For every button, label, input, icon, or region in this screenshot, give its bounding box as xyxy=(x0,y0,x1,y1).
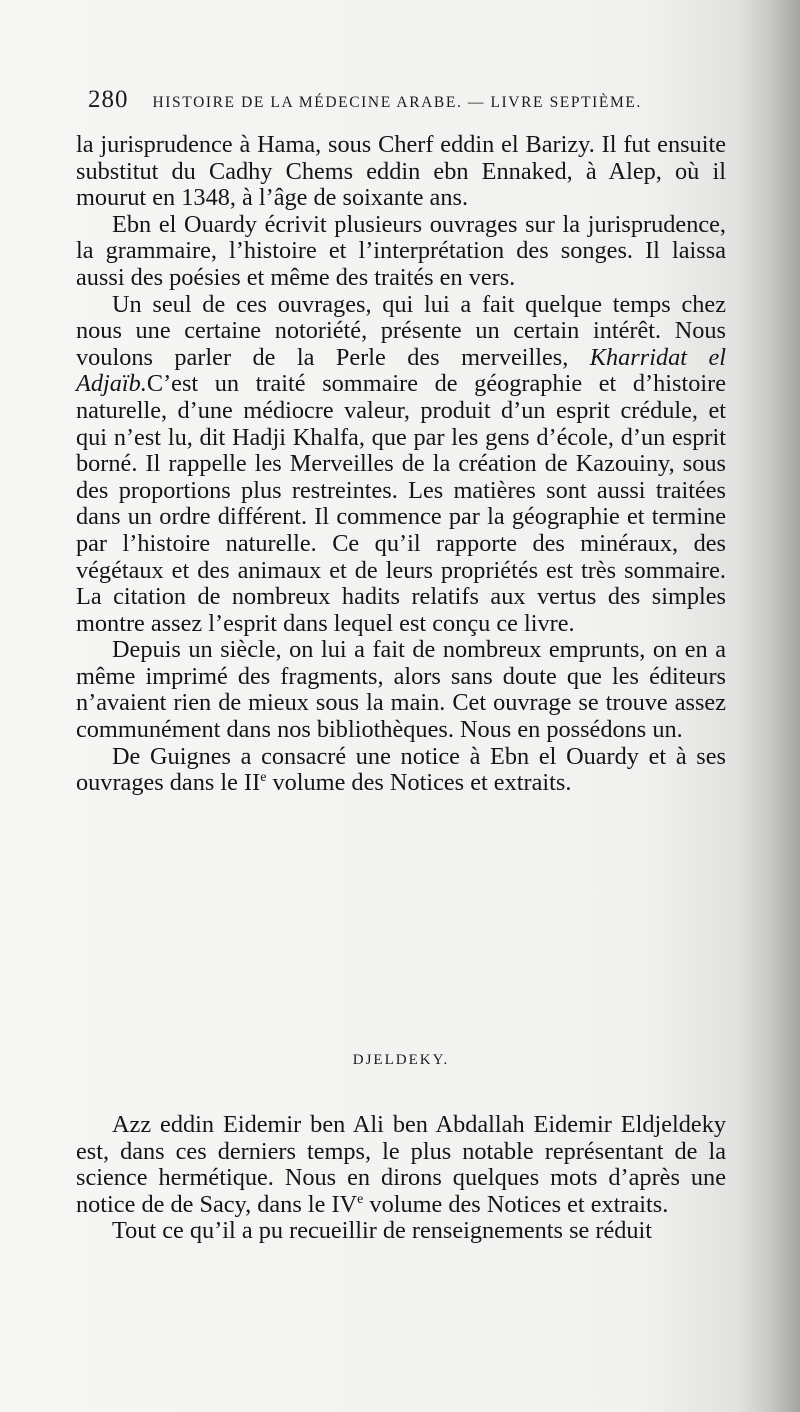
paragraph-4: Depuis un siècle, on lui a fait de nombreux emprunts, on en a même imprimé des fragments, alors sans doute que les éditeurs n’avaient rien de mieux sous la main. Cet ouvrage se trouve assez communément dans nos bibliothèques. Nous en possédons un. xyxy=(76,636,726,744)
paragraph-6-end: volume des Notices et extraits. xyxy=(363,1190,669,1218)
paragraph-3-start: Un seul de ces ouvrages, qui lui a fait quelque temps chez nous une certaine notoriété, présente un certain intérêt. Nous voulons parler de la Perle des merveilles, xyxy=(76,290,726,371)
main-text xyxy=(76,132,726,797)
paragraph-3 xyxy=(76,292,726,638)
paragraph-6 xyxy=(76,1112,726,1218)
page-number: 280 xyxy=(88,86,129,113)
paragraph-3-rest: C’est un traité sommaire de géographie et d’histoire naturelle, d’une médiocre valeur, produit d’un esprit crédule, et qui n’est lu, dit Hadji Khalfa, que par les gens d’école, d’un esprit borné. Il rappelle les Merveilles de la création de Kazouiny, sous des proportions plus restreintes. Les matières sont aussi traitées dans un ordre différent. Il commence par la géographie et termine par l’histoire naturelle. Ce qu’il rapporte des minéraux, des végétaux et des animaux et de leurs propriétés est très sommaire. La citation de nombreux hadits relatifs aux vertus des simples montre assez l’esprit dans lequel est conçu ce livre. xyxy=(76,370,726,637)
section-text xyxy=(76,1112,726,1245)
paragraph-5-start: De Guignes a consacré une notice à Ebn el Ouardy et à ses ouvrages dans le II xyxy=(76,742,726,797)
page-header xyxy=(88,86,698,114)
book-title-kharridat: Kharridat el Adjaïb. xyxy=(76,343,726,398)
page-gutter-shadow xyxy=(740,0,800,1412)
paragraph-5 xyxy=(76,744,726,797)
paragraph-7: Tout ce qu’il a pu recueillir de renseignements se réduit xyxy=(112,1217,653,1245)
paragraph-5-end: volume des Notices et extraits. xyxy=(266,769,572,797)
section-heading: DJELDEKY. xyxy=(352,1052,450,1068)
superscript-e: e xyxy=(260,770,267,786)
paragraph-6-start: Azz eddin Eidemir ben Ali ben Abdallah Eidemir Eldjeldeky est, dans ces derniers temps, le plus notable représentant de la science hermétique. Nous en dirons quelques mots d’après une notice de de Sacy, dans le IV xyxy=(76,1111,726,1218)
running-title: HISTOIRE DE LA MÉDECINE ARABE. — LIVRE SEPTIÈME. xyxy=(152,94,642,111)
paragraph-2: Ebn el Ouardy écrivit plusieurs ouvrages sur la jurisprudence, la grammaire, l’histoire et l’interprétation des songes. Il laissa aussi des poésies et même des traités en vers. xyxy=(76,210,726,291)
paragraph-1: la jurisprudence à Hama, sous Cherf eddin el Barizy. Il fut ensuite substitut du Cadhy Chems eddin ebn Ennaked, à Alep, où il mourut en 1348, à l’âge de soixante ans. xyxy=(76,131,726,212)
superscript-e-2: e xyxy=(357,1191,364,1207)
